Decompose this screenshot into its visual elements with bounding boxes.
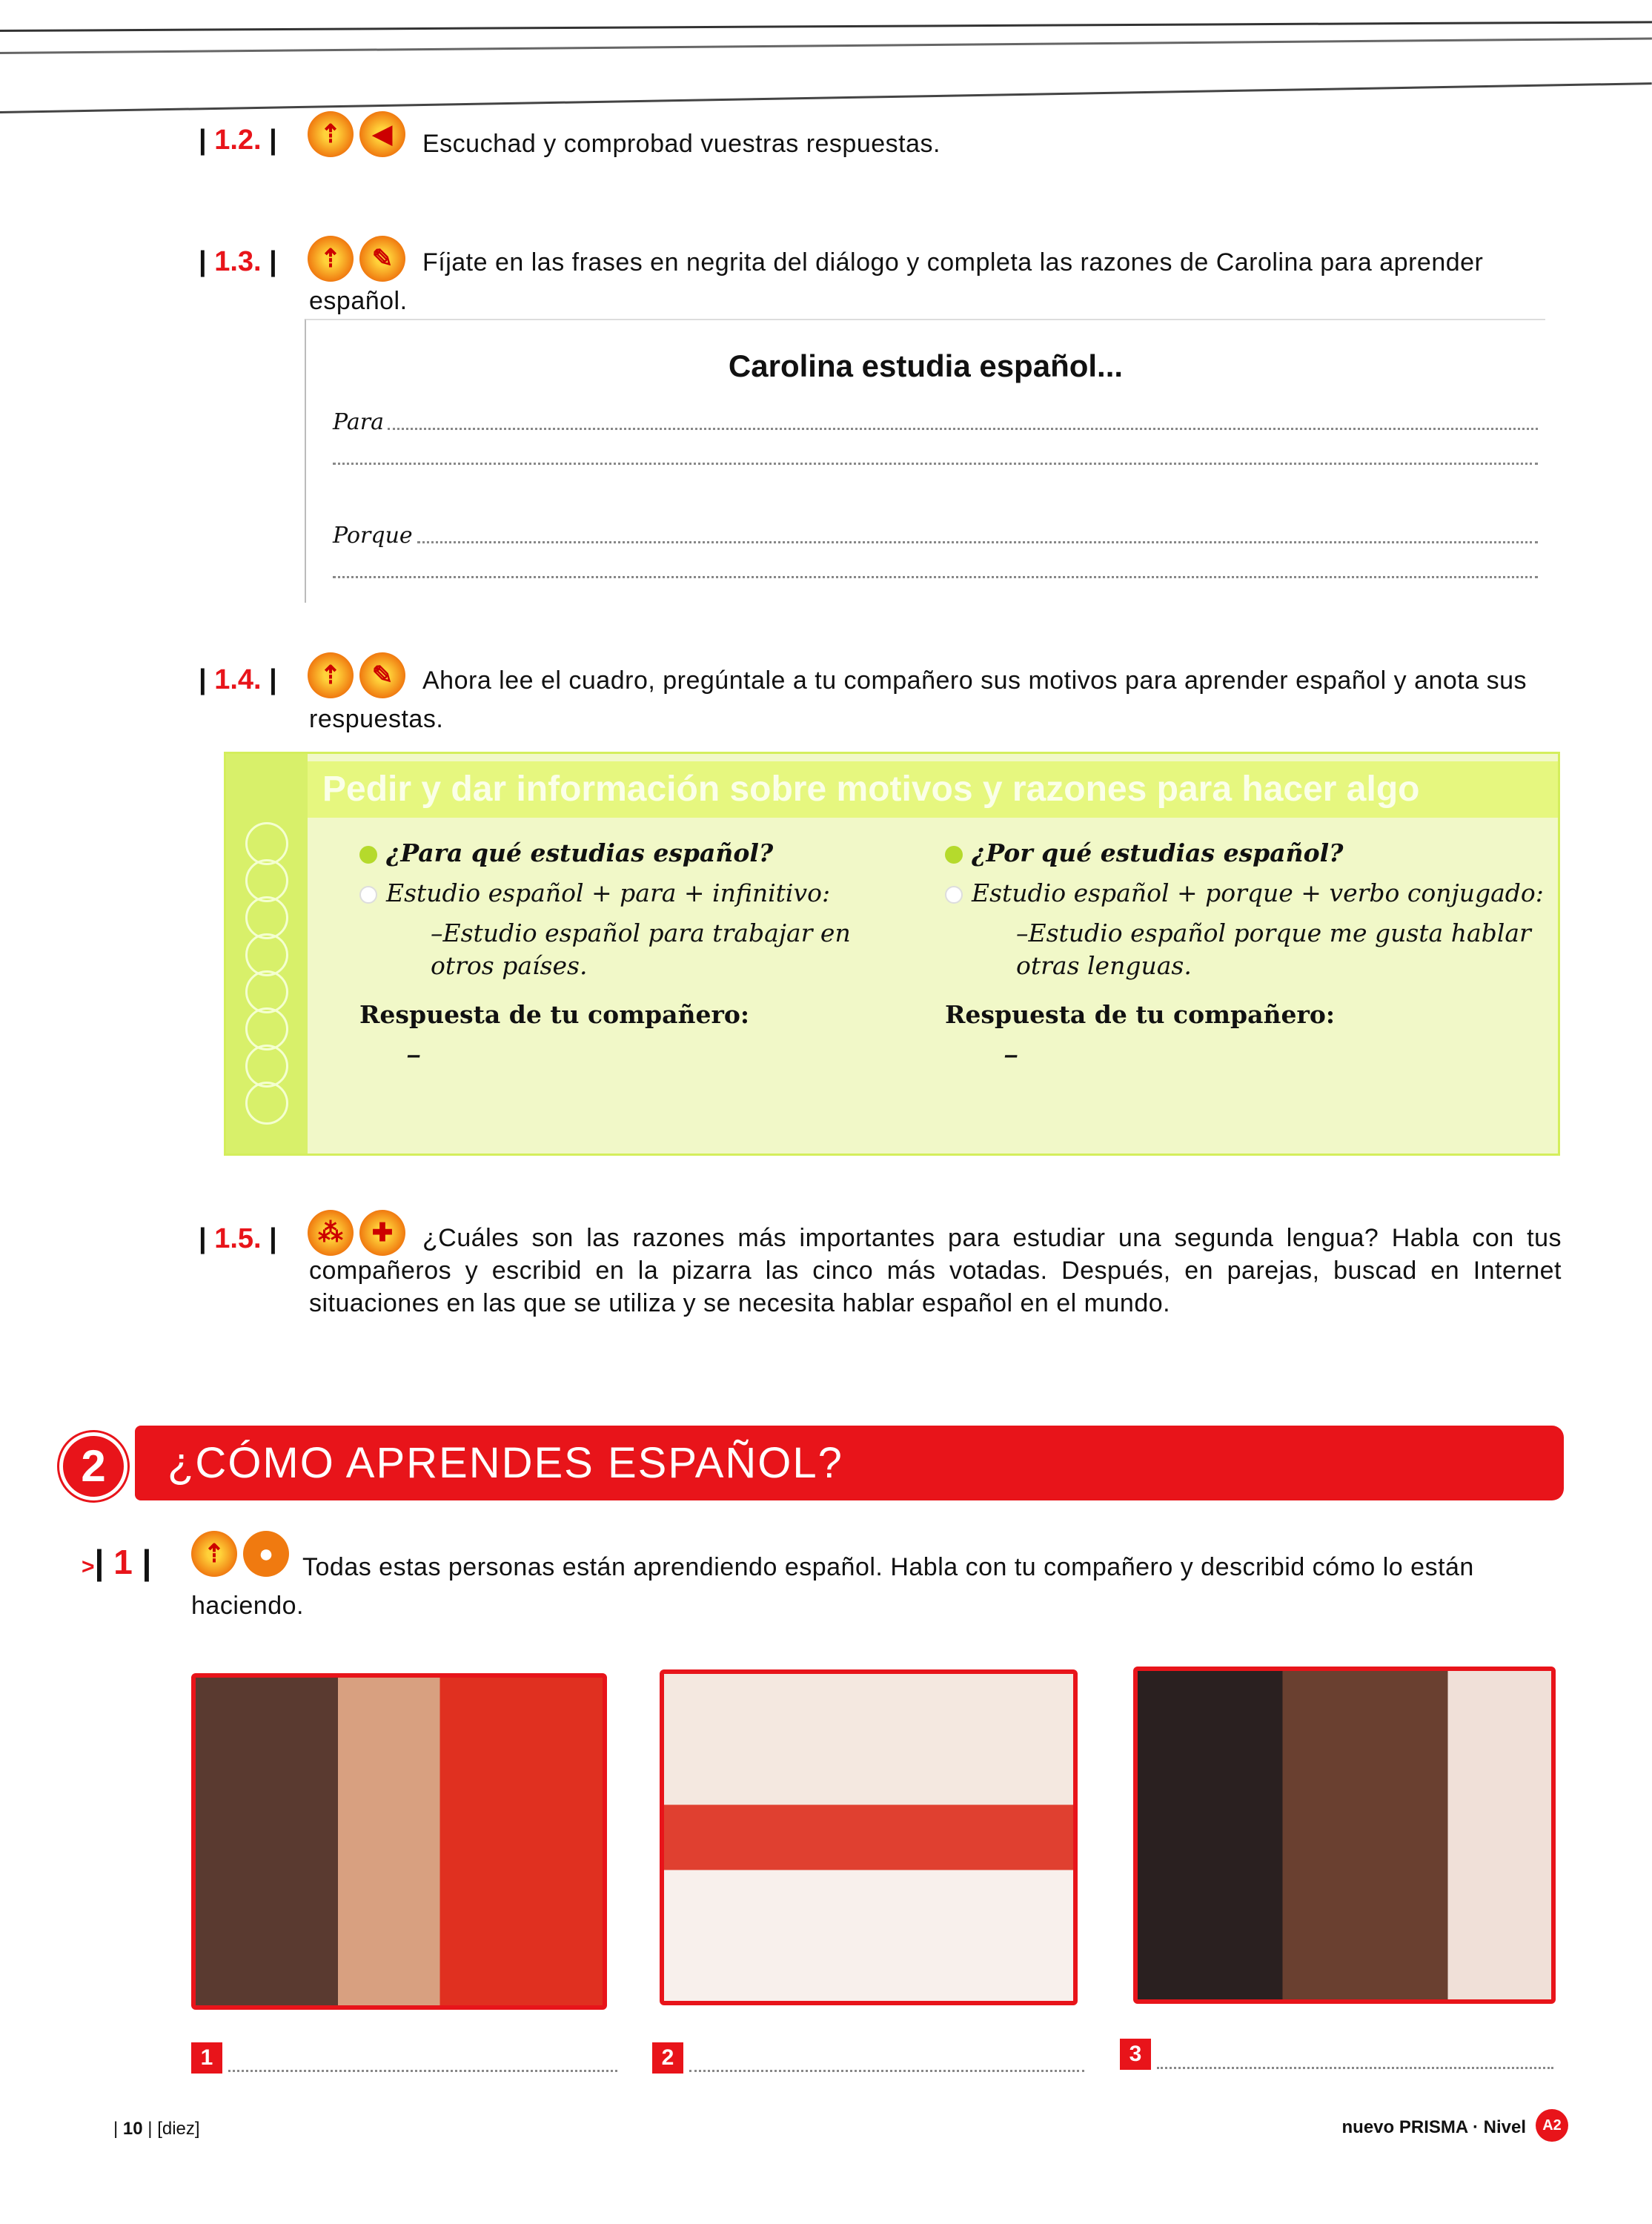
brand-footer: nuevo PRISMA · Nivel [1341, 2117, 1526, 2137]
answer-box [305, 319, 1545, 603]
pair-work-icon: ⇡ [191, 1531, 237, 1577]
pair-work-icon: ⇡ [308, 111, 354, 157]
exercise-number: | 1.3. | [199, 246, 277, 277]
box-title: Carolina estudia español... [728, 348, 1124, 383]
photo-number: 2 [652, 2042, 683, 2074]
writing-icon: ✎ [359, 652, 405, 698]
answer-line[interactable] [333, 463, 1538, 465]
left-example: –Estudio español para trabajar en otros países. [431, 919, 851, 980]
exercise-number: | 1.4. | [199, 664, 277, 695]
pair-work-icon: ⇡ [308, 652, 354, 698]
audio-icon[interactable]: ◀ [359, 111, 405, 157]
right-answer-label: Respuesta de tu compañero: [945, 1000, 1336, 1029]
left-answer-field[interactable]: – [407, 1041, 421, 1068]
bullet-icon [945, 846, 963, 864]
left-answer-label: Respuesta de tu compañero: [359, 1000, 750, 1029]
photo-man-watching-tv [1133, 1667, 1556, 2004]
right-example: –Estudio español porque me gusta hablar otras lenguas. [1016, 919, 1531, 980]
photo-girl-reading-library [191, 1673, 607, 2010]
page-edge-line [0, 38, 1652, 54]
right-column [945, 837, 1545, 1071]
porque-label: Porque [333, 523, 413, 549]
answer-line[interactable] [417, 541, 1538, 543]
exercise-number: | 1.5. | [199, 1223, 277, 1254]
answer-line[interactable] [388, 428, 1538, 430]
group-work-icon: ⁂ [308, 1210, 354, 1256]
left-column [359, 837, 908, 1071]
instruction: ¿Cuáles son las razones más importantes para estudiar una segunda lengua? Habla con tus compañeros y escribid en la pizarra las cinco más votadas. Después, en parejas, buscad en Internet situaciones en las que se utiliza y se necesita hablar español en el mundo. [309, 1224, 1562, 1317]
exercise-icons [308, 111, 405, 157]
photo-number: 3 [1120, 2039, 1151, 2070]
section-title: ¿CÓMO APRENDES ESPAÑOL? [135, 1426, 1564, 1500]
right-question: ¿Por qué estudias español? [945, 837, 1545, 870]
para-label: Para [333, 409, 384, 435]
bullet-icon [359, 846, 377, 864]
photo-woman-with-phone [660, 1669, 1078, 2005]
bullet-icon [945, 886, 963, 904]
decorative-rings [226, 754, 308, 1154]
page-edge-line [0, 82, 1652, 113]
grammar-box-header: Pedir y dar información sobre motivos y razones para hacer algo [308, 761, 1558, 818]
instruction: Ahora lee el cuadro, pregúntale a tu compañero sus motivos para aprender español y anota sus respuestas. [309, 666, 1527, 733]
bullet-icon [359, 886, 377, 904]
photo-number: 1 [191, 2042, 222, 2074]
exercise-number: | 1.2. | [199, 125, 277, 156]
instruction: Todas estas personas están aprendiendo español. Habla con tu compañero y describid cómo lo están haciendo. [191, 1553, 1474, 1620]
answer-line[interactable] [333, 576, 1538, 578]
speaking-icon: ● [243, 1531, 289, 1577]
grammar-box [224, 752, 1560, 1156]
answer-line[interactable] [689, 2070, 1084, 2072]
answer-line[interactable] [228, 2070, 617, 2072]
right-rule: Estudio español + porque + verbo conjugado: [945, 877, 1545, 910]
right-answer-field[interactable]: – [1004, 1041, 1018, 1068]
left-question: ¿Para qué estudias español? [359, 837, 908, 870]
level-badge: A2 [1536, 2109, 1568, 2142]
page-edge-line [0, 21, 1652, 32]
instruction: Escuchad y comprobad vuestras respuestas. [422, 130, 941, 158]
pair-work-icon: ⇡ [308, 236, 354, 282]
writing-icon: ✎ [359, 236, 405, 282]
instruction: Fíjate en las frases en negrita del diálogo y completa las razones de Carolina para aprender español. [309, 248, 1484, 315]
exercise-number: >| 1 | [82, 1543, 152, 1581]
internet-icon: ✚ [359, 1210, 405, 1256]
section-number: 2 [59, 1432, 127, 1500]
left-rule: Estudio español + para + infinitivo: [359, 877, 908, 910]
answer-line[interactable] [1157, 2067, 1553, 2069]
page-number: | 10 | [diez] [113, 2119, 200, 2139]
